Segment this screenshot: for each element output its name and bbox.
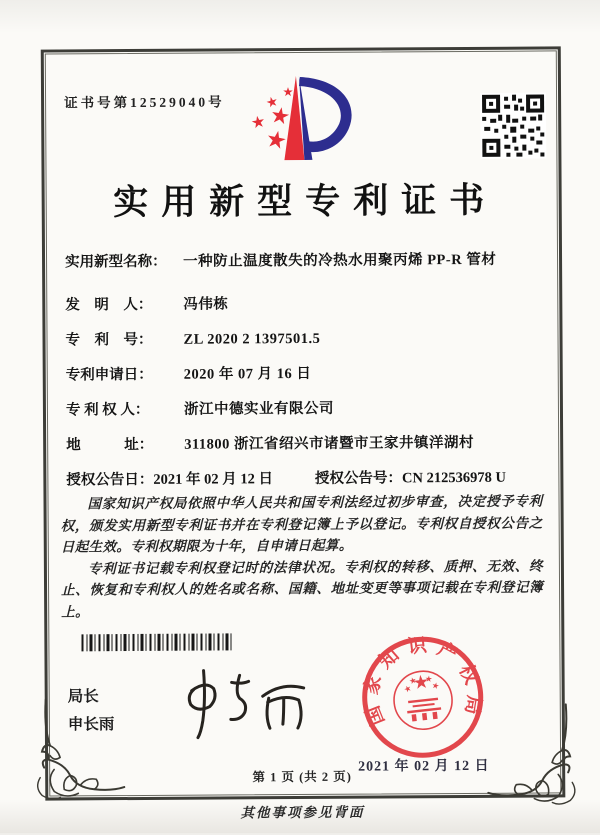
director-name: 申长雨 bbox=[67, 716, 115, 734]
certificate-number: 证书号第12529040号 bbox=[64, 94, 225, 111]
field-label: 专 利 权 人： bbox=[65, 401, 150, 419]
field-row-address bbox=[66, 433, 536, 456]
director-signature-handwriting bbox=[169, 658, 320, 747]
field-label: 专 利 号： bbox=[65, 331, 153, 349]
director-title: 局长 bbox=[67, 688, 99, 706]
qr-code-icon bbox=[480, 92, 546, 158]
grant-date-pair bbox=[66, 469, 273, 490]
field-value: 一种防止温度散失的冷热水用聚丙烯 PP-R 管材 bbox=[183, 251, 497, 270]
field-row-patentee bbox=[66, 398, 536, 421]
official-seal bbox=[352, 627, 493, 768]
seal-ring-text: 国家知识产权局 bbox=[361, 635, 485, 729]
field-row-filing-date bbox=[66, 363, 536, 386]
field-value: 311800 浙江省绍兴市诸暨市王家井镇洋湖村 bbox=[184, 434, 475, 453]
legal-paragraph-2: 专利证书记载专利权登记时的法律状况。专利权的转移、质押、无效、终止、恢复和专利权人的姓名或名称、国籍、地址变更等事项记载在专利登记簿上。 bbox=[61, 558, 544, 619]
legal-text bbox=[60, 491, 543, 623]
field-row-grant bbox=[66, 468, 536, 491]
field-value: 冯伟栋 bbox=[183, 296, 229, 313]
field-value: 浙江中德实业有限公司 bbox=[183, 400, 335, 418]
corner-flourish-icon bbox=[484, 698, 589, 811]
grant-no-label: 授权公告号： bbox=[314, 470, 403, 487]
field-label: 专利申请日： bbox=[65, 366, 153, 384]
back-side-note: 其他事项参见背面 bbox=[240, 804, 365, 821]
field-label: 发 明 人： bbox=[65, 296, 153, 314]
field-row-patent-no bbox=[65, 328, 535, 351]
grant-no-value: CN 212536978 U bbox=[401, 469, 506, 487]
grant-no-pair bbox=[315, 468, 506, 489]
legal-paragraph-1: 国家知识产权局依照中华人民共和国专利法经过初步审查，决定授予专利权，颁发实用新型专利证书并在专利登记簿上予以登记。专利权自授权公告之日起生效。专利权期限为十年，自申请日起算。 bbox=[60, 493, 543, 555]
barcode bbox=[81, 633, 233, 651]
seal-date: 2021 年 02 月 12 日 bbox=[358, 758, 490, 775]
corner-flourish-icon bbox=[24, 693, 129, 806]
certificate-title: 实用新型专利证书 bbox=[113, 180, 498, 223]
field-label: 实用新型名称： bbox=[65, 253, 167, 271]
cnipa-logo-icon bbox=[236, 70, 363, 171]
field-row-inventor bbox=[65, 293, 535, 316]
field-value: ZL 2020 2 1397501.5 bbox=[183, 330, 321, 348]
field-row-name bbox=[65, 250, 535, 273]
grant-date-label: 授权公告日： bbox=[66, 471, 154, 489]
field-value: 2020 年 07 月 16 日 bbox=[183, 365, 312, 383]
certificate-fields bbox=[65, 250, 536, 491]
field-label: 地 址： bbox=[66, 436, 154, 454]
grant-date-value: 2021 年 02 月 12 日 bbox=[153, 471, 274, 488]
page-number: 第 1 页 (共 2 页) bbox=[252, 769, 352, 785]
